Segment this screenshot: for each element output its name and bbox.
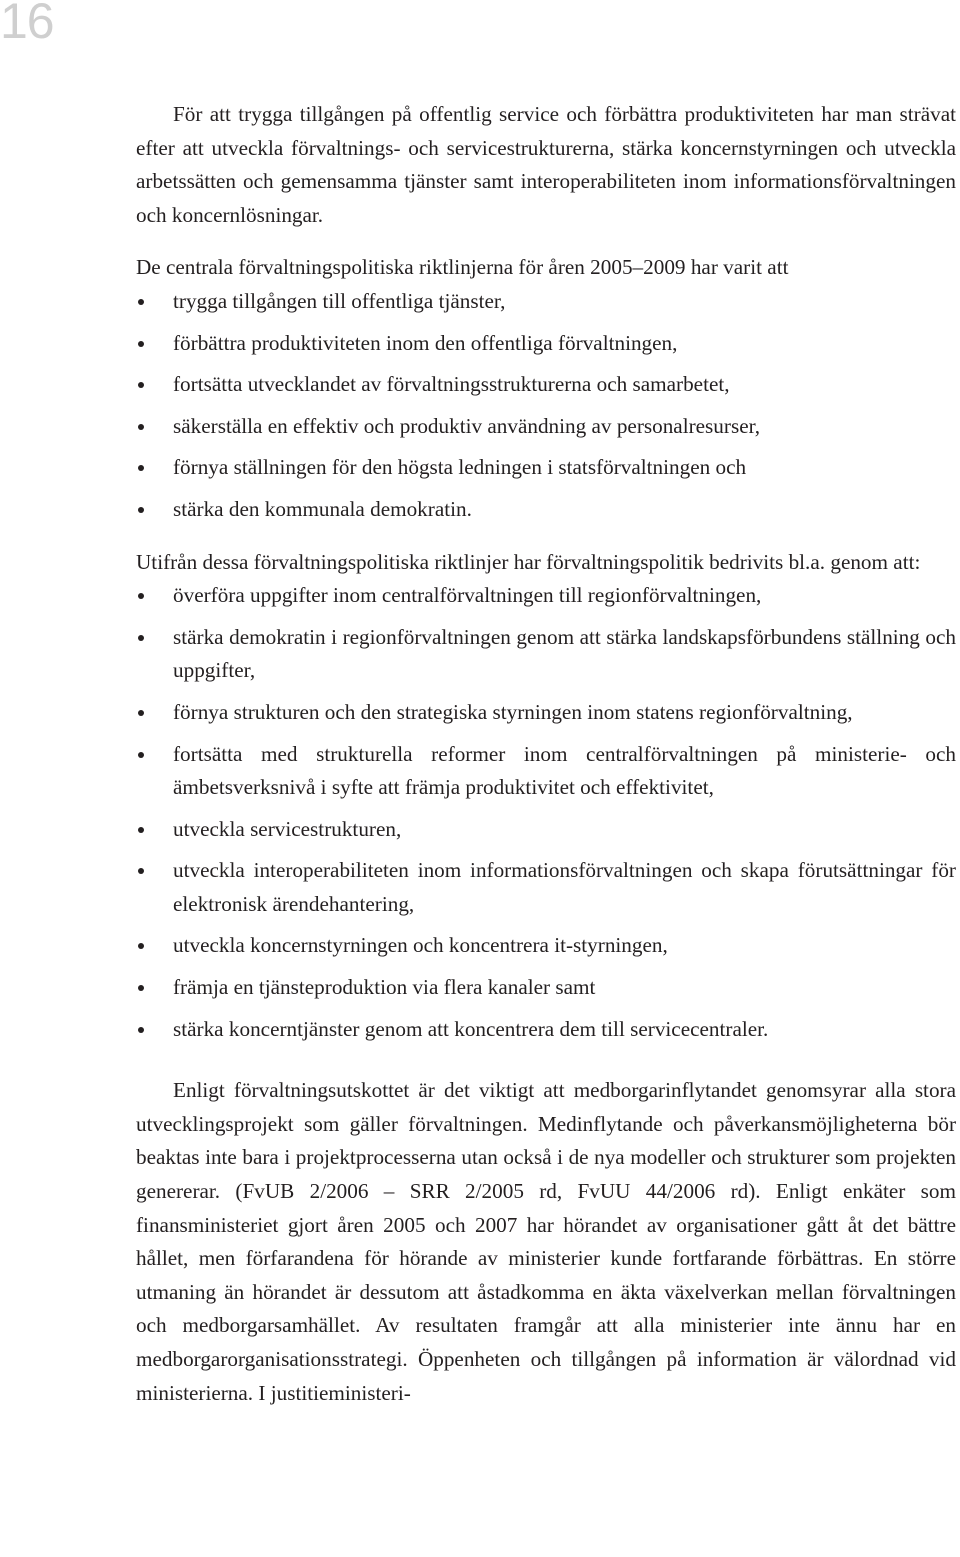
list-item — [136, 929, 956, 963]
list-item — [136, 327, 956, 361]
bullet-icon — [138, 299, 144, 305]
bullet-icon — [138, 593, 144, 599]
list-item — [136, 813, 956, 847]
list-item — [136, 621, 956, 688]
measures-list — [136, 579, 956, 1046]
list-item — [136, 451, 956, 485]
list-item-text: främja en tjänsteproduktion via flera kanaler samt — [173, 975, 596, 1000]
list-item-text: fortsätta utvecklandet av förvaltningsstrukturerna och samarbetet, — [173, 372, 730, 397]
list-item-text: trygga tillgången till offentliga tjänster, — [173, 288, 506, 313]
list-item — [136, 285, 956, 319]
list-item-text: fortsätta med strukturella reformer inom centralförvaltningen på ministerie- och ämbetsverksnivå i syfte att främja produktivitet och effektivitet, — [173, 741, 956, 800]
list-item-text: utveckla koncernstyrningen och koncentrera it-styrningen, — [173, 933, 668, 958]
bullet-icon — [138, 382, 144, 388]
list-item-text: utveckla interoperabiliteten inom informationsförvaltningen och skapa förutsättningar för elektronisk ärendehantering, — [173, 858, 956, 916]
list-item — [136, 971, 956, 1005]
list-item-text: överföra uppgifter inom centralförvaltningen till regionförvaltningen, — [173, 583, 762, 608]
page-body — [136, 98, 956, 1410]
list-item-text: förnya ställningen för den högsta ledningen i statsförvaltningen och — [173, 455, 747, 480]
bullet-icon — [138, 1027, 144, 1033]
list-item-text: säkerställa en effektiv och produktiv användning av personalresurser, — [173, 413, 761, 438]
measures-lead: Utifrån dessa förvaltningspolitiska riktlinjer har förvaltningspolitik bedrivits bl.a. genom att: — [136, 549, 921, 574]
bullet-icon — [138, 507, 144, 513]
page-number: 16 — [0, 0, 54, 49]
list-item-text: utveckla servicestrukturen, — [173, 816, 402, 841]
list-item-text: förbättra produktiviteten inom den offentliga förvaltningen, — [173, 330, 678, 355]
list-item-text: stärka koncerntjänster genom att koncentrera dem till servicecentraler. — [173, 1016, 769, 1041]
list-item — [136, 493, 956, 527]
bullet-icon — [138, 827, 144, 833]
bullet-icon — [138, 868, 144, 874]
bullet-icon — [138, 424, 144, 430]
bullet-icon — [138, 985, 144, 991]
list-item — [136, 1013, 956, 1047]
list-item-text: stärka den kommunala demokratin. — [173, 496, 472, 521]
guidelines-lead: De centrala förvaltningspolitiska riktlinjerna för åren 2005–2009 har varit att — [136, 255, 789, 280]
bullet-icon — [138, 943, 144, 949]
list-item — [136, 696, 956, 730]
bullet-icon — [138, 710, 144, 716]
bullet-icon — [138, 465, 144, 471]
list-item-text: förnya strukturen och den strategiska styrningen inom statens regionförvaltning, — [173, 699, 853, 724]
list-item — [136, 368, 956, 402]
list-item — [136, 738, 956, 805]
list-item-text: stärka demokratin i regionförvaltningen genom att stärka landskapsförbundens ställning och uppgifter, — [173, 624, 956, 683]
bullet-icon — [138, 341, 144, 347]
list-item — [136, 854, 956, 921]
list-item — [136, 410, 956, 444]
list-item — [136, 579, 956, 613]
bullet-icon — [138, 752, 144, 758]
guidelines-list — [136, 285, 956, 527]
bullet-icon — [138, 635, 144, 641]
intro-paragraph: För att trygga tillgången på offentlig service och förbättra produktiviteten har man strävat efter att utveckla förvaltnings- och servicestrukturerna, stärka koncernstyrningen och utveckla arbetssätten och gemensamma tjänster samt interoperabiliteten inom informationsförvaltningen och koncernlösningar. — [136, 102, 956, 227]
closing-paragraph: Enligt förvaltningsutskottet är det viktigt att medborgarinflytandet genomsyrar alla stora utvecklingsprojekt som gäller förvaltningen. Medinflytande och påverkansmöjligheterna bör beaktas inte bara i projektprocesserna utan också i de nya modeller och strukturer som projekten genererar. (FvUB 2/2006 – SRR 2/2005 rd, FvUU 44/2006 rd). Enligt enkäter som finansministeriet gjort åren 2005 och 2007 har hörandet av organisationer gått åt det bättre hållet, men förfarandena för hörande av ministerier kunde fortfarande förbättras. En större utmaning än hörandet är dessutom att åstadkomma en äkta växelverkan mellan förvaltningen och medborgarsamhället. Av resultaten framgår att alla ministerier inte ännu har en medborgarorganisationsstrategi. Öppenheten och tillgången på information är välordnad vid ministerierna. I justitieministeri- — [136, 1078, 956, 1405]
